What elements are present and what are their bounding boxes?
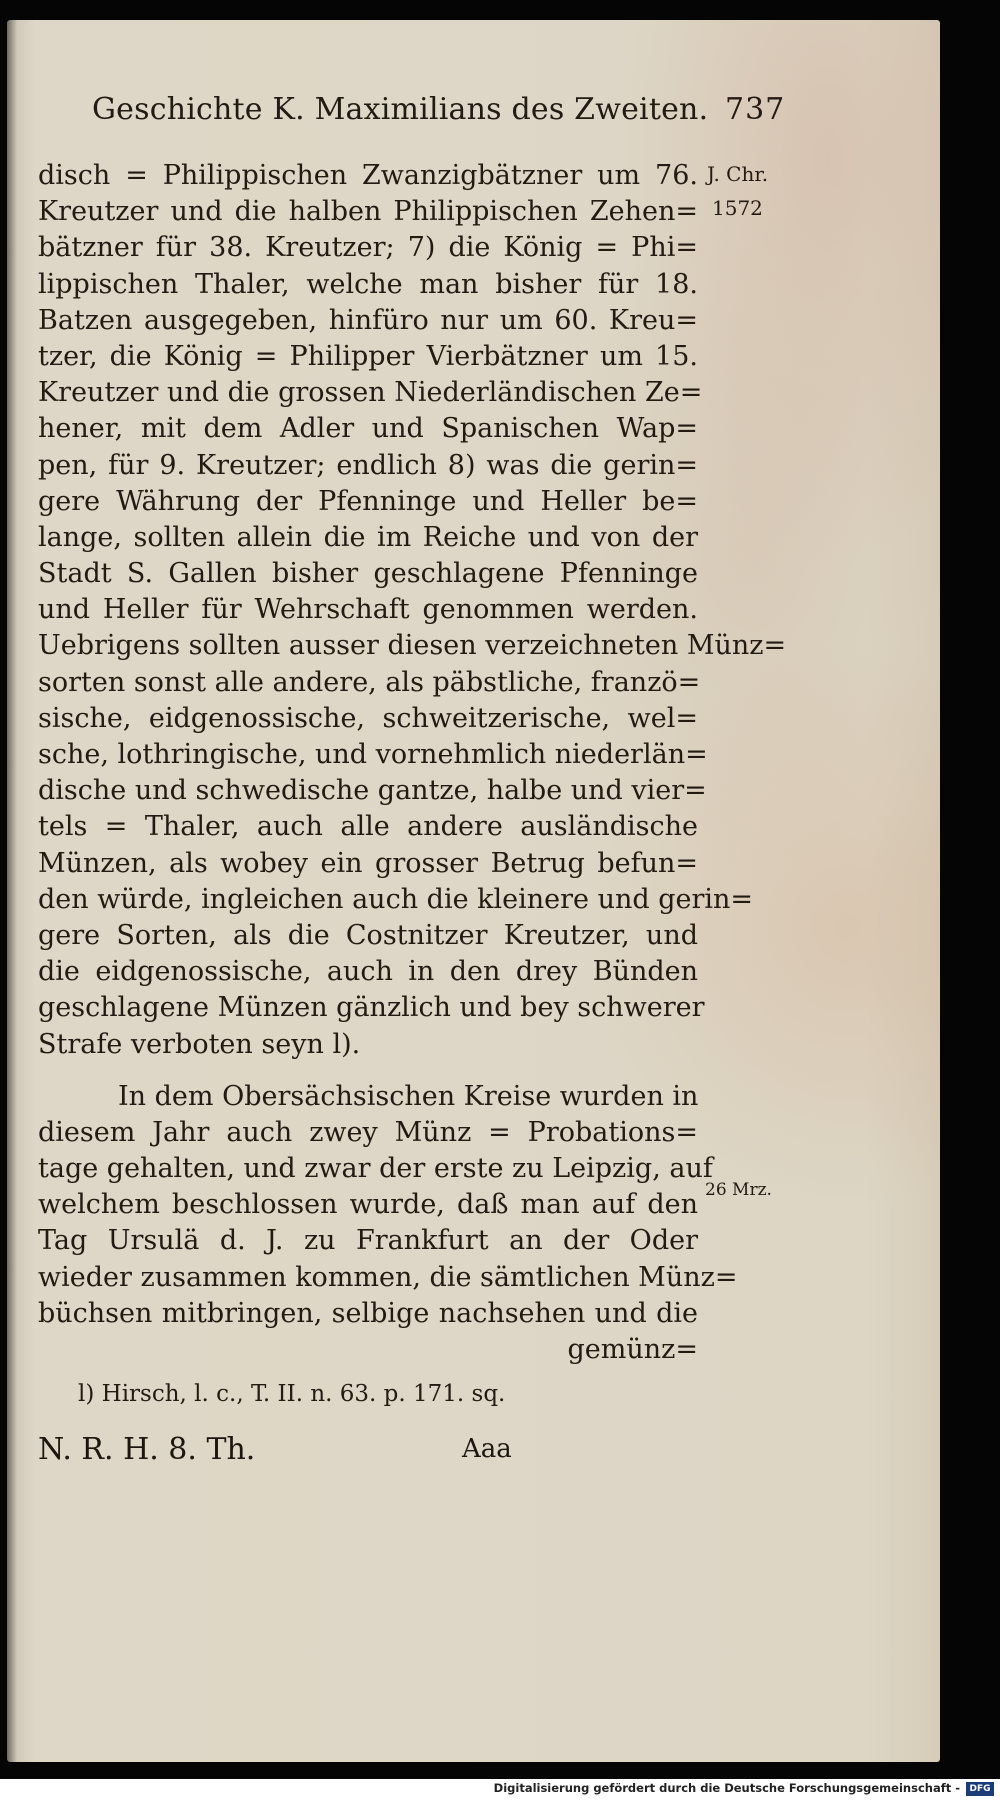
text-line: pen, für 9. Kreutzer; endlich 8) was die gerin= xyxy=(38,449,698,481)
page-number: 737 xyxy=(725,92,786,127)
text-line: gere Währung der Pfenninge und Heller be= xyxy=(38,485,698,517)
text-line: tage gehalten, und zwar der erste zu Leipzig, auf xyxy=(38,1153,713,1185)
text-line: sche, lothringische, und vornehmlich niederlän= xyxy=(38,739,708,770)
text-line: wieder zusammen kommen, die sämtlichen Münz= xyxy=(38,1261,738,1293)
text-line: geschlagene Münzen gänzlich und bey schwerer xyxy=(38,992,705,1024)
text-line: Batzen ausgegeben, hinfüro nur um 60. Kreu= xyxy=(38,304,698,336)
margin-note-era: J. Chr. xyxy=(707,162,769,186)
text-line: tels = Thaler, auch alle andere ausländische xyxy=(38,811,698,843)
text-line: In dem Obersächsischen Kreise wurden in xyxy=(118,1080,699,1112)
text-line: tzer, die König = Philipper Vierbätzner um 15. xyxy=(38,340,698,372)
text-line: Strafe verboten seyn l). xyxy=(38,1028,361,1060)
signature-mark: Aaa xyxy=(462,1434,512,1464)
text-line: sorten sonst alle andere, als päbstliche, franzö= xyxy=(38,666,701,698)
signature-line: N. R. H. 8. Th. xyxy=(38,1432,256,1467)
spine-shadow xyxy=(7,20,17,1762)
paragraph-gap xyxy=(38,1063,698,1079)
text-line: bätzner für 38. Kreutzer; 7) die König = Phi= xyxy=(38,232,698,264)
text-line: büchsen mitbringen, selbige nachsehen und die xyxy=(38,1297,698,1329)
text-line: sische, eidgenossische, schweitzerische, wel= xyxy=(38,702,698,734)
text-line: welchem beschlossen wurde, daß man auf den xyxy=(38,1189,698,1221)
catchword: gemünz= xyxy=(567,1334,698,1365)
text-line: und Heller für Wehrschaft genommen werden. xyxy=(38,594,698,626)
text-line: Uebrigens sollten ausser diesen verzeichneten Münz= xyxy=(38,630,787,662)
margin-note-date: 26 Mrz. xyxy=(705,1180,772,1200)
digitization-credit: Digitalisierung gefördert durch die Deutsche Forschungsgemeinschaft - xyxy=(493,1781,960,1795)
text-line: hener, mit dem Adler und Spanischen Wap= xyxy=(38,413,698,445)
running-head: Geschichte K. Maximilians des Zweiten. xyxy=(92,92,709,127)
text-line: Kreutzer und die halben Philippischen Zehen= xyxy=(38,196,698,228)
text-line: Kreutzer und die grossen Niederländischen Ze= xyxy=(38,377,703,409)
text-line: gere Sorten, als die Costnitzer Kreutzer, und xyxy=(38,919,698,951)
text-line: Münzen, als wobey ein grosser Betrug befun= xyxy=(38,847,698,879)
text-line: den würde, ingleichen auch die kleinere und gerin= xyxy=(38,883,754,915)
text-line: lippischen Thaler, welche man bisher für 18. xyxy=(38,268,698,300)
footnote: l) Hirsch, l. c., T. II. n. 63. p. 171. sq. xyxy=(78,1381,506,1407)
text-line: diesem Jahr auch zwey Münz = Probations= xyxy=(38,1116,698,1148)
dfg-logo-icon: DFG xyxy=(966,1782,994,1796)
text-line: Tag Ursulä d. J. zu Frankfurt an der Oder xyxy=(38,1225,698,1257)
text-line: lange, sollten allein die im Reiche und von der xyxy=(38,521,698,553)
credit-bar xyxy=(0,1779,1000,1801)
text-line: die eidgenossische, auch in den drey Bünden xyxy=(38,956,698,988)
text-line: Stadt S. Gallen bisher geschlagene Pfenninge xyxy=(38,558,698,590)
text-line: dische und schwedische gantze, halbe und vier= xyxy=(38,775,707,807)
text-line: disch = Philippischen Zwanzigbätzner um 76. xyxy=(38,160,698,191)
margin-note-year: 1572 xyxy=(712,196,763,220)
